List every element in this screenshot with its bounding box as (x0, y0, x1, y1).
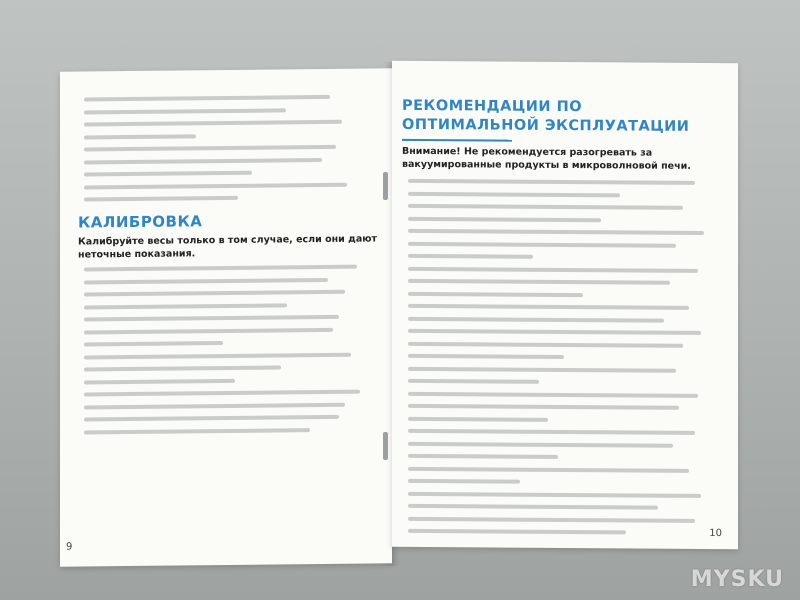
staple-top (383, 172, 388, 200)
page-number-left: 9 (66, 541, 73, 553)
recommendations-heading: РЕКОМЕНДАЦИИ ПО ОПТИМАЛЬНОЙ ЭКСПЛУАТАЦИИ (402, 97, 690, 135)
staple-bottom (383, 432, 388, 460)
page-number-right: 10 (709, 528, 722, 540)
left-page-upper-text-placeholder (84, 95, 364, 210)
left-page (60, 68, 392, 566)
recommendations-lead-text: Внимание! Не рекомендуется разогревать за вакуумированные продукты в микроволновой печи. (402, 145, 691, 172)
site-watermark: MYSKU (690, 567, 784, 592)
right-page (392, 61, 738, 549)
heading-underline (402, 139, 512, 142)
calibration-lead-text: Калибруйте весы только в том случае, если они дают неточные показания. (78, 233, 377, 261)
recommendations-list-placeholder (408, 179, 720, 544)
calibration-heading: КАЛИБРОВКА (78, 212, 203, 232)
calibration-steps-placeholder (84, 264, 374, 442)
